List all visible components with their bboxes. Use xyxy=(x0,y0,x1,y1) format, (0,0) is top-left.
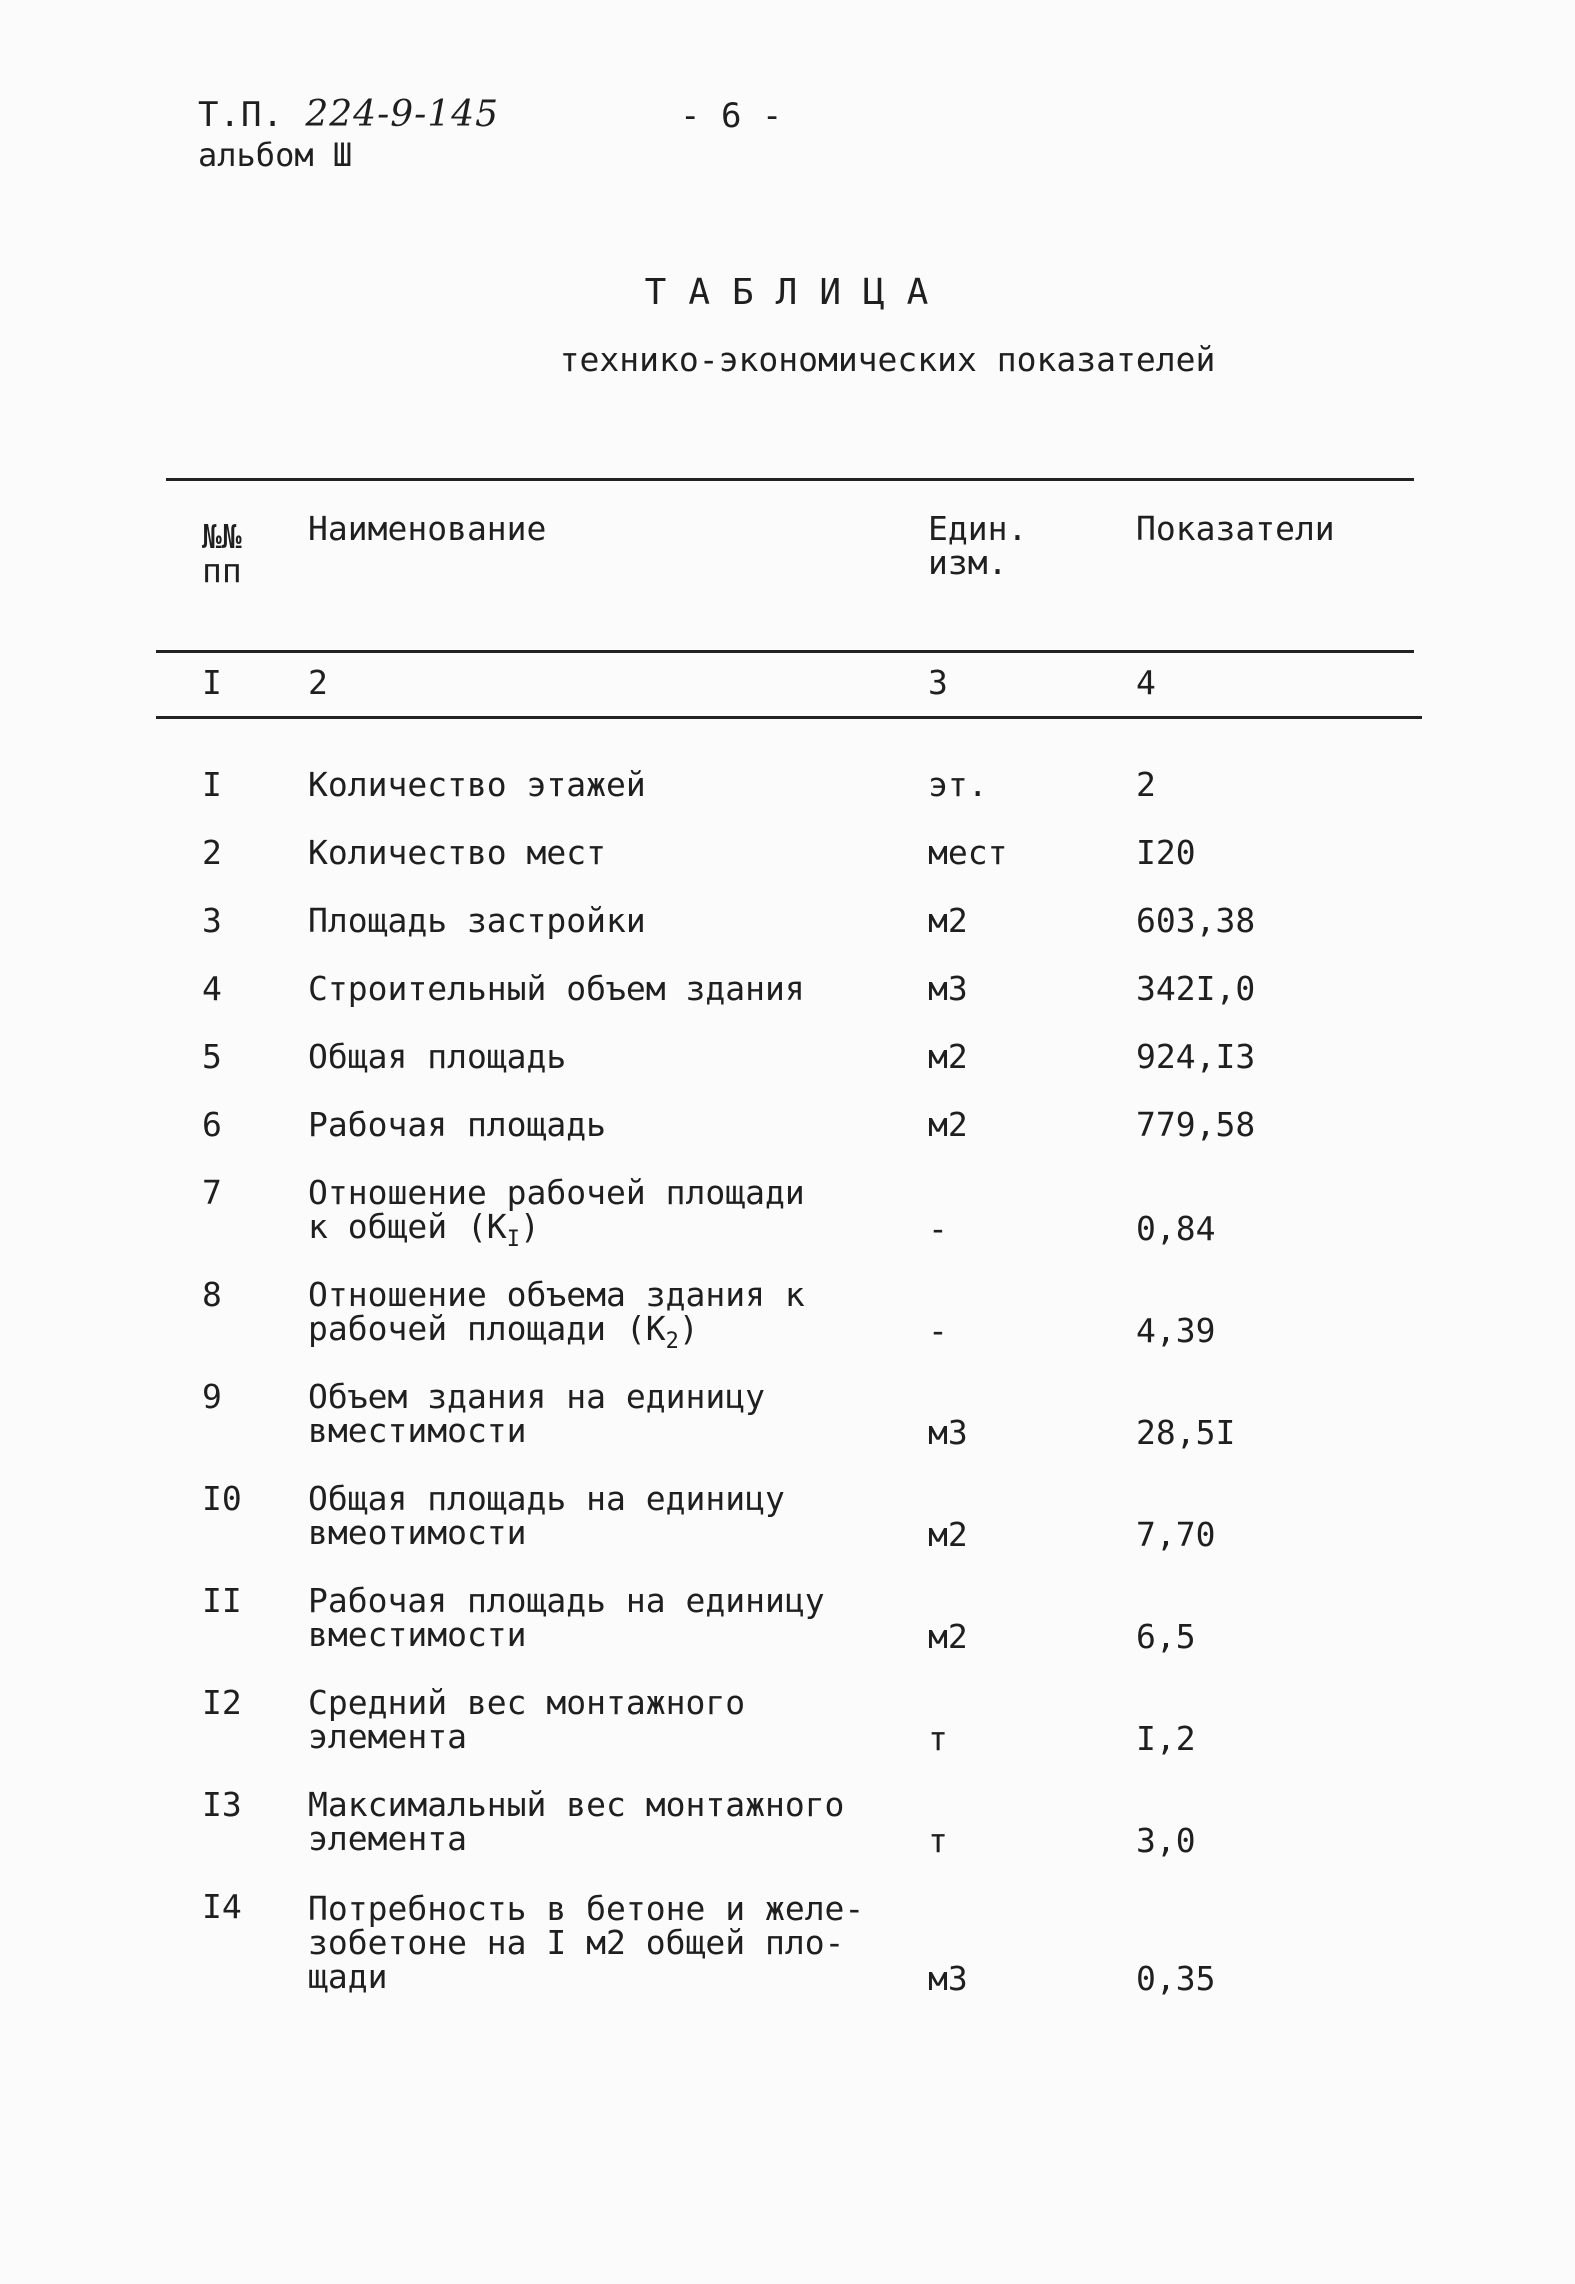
header-num xyxy=(202,517,272,590)
row-name-subscript: I xyxy=(506,1227,520,1252)
column-number: 4 xyxy=(1136,663,1156,702)
row-name-line xyxy=(308,1207,908,1257)
row-name-line: Отношение рабочей площади xyxy=(308,1173,805,1212)
row-number: 7 xyxy=(202,1173,222,1212)
row-value: I20 xyxy=(1136,833,1196,872)
row-name: Количество этажей xyxy=(308,765,646,804)
row-unit: мест xyxy=(928,833,1008,872)
row-name: Строительный объем здания xyxy=(308,969,805,1008)
row-value: 924,I3 xyxy=(1136,1037,1256,1076)
row-name-line: Отношение объема здания к xyxy=(308,1275,805,1314)
header-unit-line2: изм. xyxy=(928,543,1008,582)
row-value: 0,84 xyxy=(1136,1209,1216,1248)
row-value: 6,5 xyxy=(1136,1617,1196,1656)
row-name: Количество мест xyxy=(308,833,607,872)
row-name: Рабочая площадь xyxy=(308,1105,607,1144)
row-value: 2 xyxy=(1136,765,1156,804)
header-unit-line1: Един. xyxy=(928,509,1028,548)
row-value: 342I,0 xyxy=(1136,969,1256,1008)
header-num-line2: пп xyxy=(202,551,242,590)
row-name-line: щади xyxy=(308,1957,388,1996)
row-number: 2 xyxy=(202,833,222,872)
column-numbers-rule xyxy=(156,716,1422,719)
row-value: 779,58 xyxy=(1136,1105,1256,1144)
row-unit: - xyxy=(928,1209,948,1248)
code-handwritten: 224-9-145 xyxy=(305,94,500,135)
row-value: 603,38 xyxy=(1136,901,1256,940)
row-name-subscript: 2 xyxy=(665,1329,679,1354)
header-name: Наименование xyxy=(308,509,547,548)
header-unit xyxy=(928,509,1078,582)
page-title: ТАБЛИЦА xyxy=(644,272,951,313)
header-bottom-rule xyxy=(156,650,1414,653)
row-name: Общая площадь xyxy=(308,1037,567,1076)
row-number: 4 xyxy=(202,969,222,1008)
document-code xyxy=(198,94,499,135)
row-name-line: вмеотимости xyxy=(308,1513,527,1552)
row-number: I2 xyxy=(202,1683,242,1722)
row-name: Площадь застройки xyxy=(308,901,646,940)
row-unit: м2 xyxy=(928,1105,968,1144)
row-name xyxy=(308,1479,908,1552)
row-name-line: зобетоне на I м2 общей пло- xyxy=(308,1923,845,1962)
row-name xyxy=(308,1173,908,1257)
row-name-line: Потребность в бетоне и желе- xyxy=(308,1889,865,1928)
row-name xyxy=(308,1889,908,1996)
row-name xyxy=(308,1275,908,1359)
row-number: 3 xyxy=(202,901,222,940)
header-value: Показатели xyxy=(1136,509,1335,548)
row-number: 8 xyxy=(202,1275,222,1314)
row-unit: м3 xyxy=(928,1413,968,1452)
row-name-text: ) xyxy=(519,1207,540,1246)
row-name-line: Общая площадь на единицу xyxy=(308,1479,785,1518)
column-number: 3 xyxy=(928,663,948,702)
code-prefix: Т.П. xyxy=(198,95,284,135)
row-name-text: ) xyxy=(678,1309,699,1348)
row-name xyxy=(308,1377,908,1450)
row-number: I3 xyxy=(202,1785,242,1824)
row-unit: м3 xyxy=(928,969,968,1008)
album-label: альбом Ш xyxy=(198,136,353,174)
row-number: 5 xyxy=(202,1037,222,1076)
row-name-text: к общей (К xyxy=(308,1207,507,1246)
row-name-line: элемента xyxy=(308,1717,467,1756)
row-number: 9 xyxy=(202,1377,222,1416)
page-subtitle: технико-экономических показателей xyxy=(559,340,1216,379)
row-value: 28,5I xyxy=(1136,1413,1236,1452)
row-unit: т xyxy=(928,1719,948,1758)
column-number: 2 xyxy=(308,663,328,702)
row-unit: м2 xyxy=(928,1617,968,1656)
row-number: 6 xyxy=(202,1105,222,1144)
row-value: I,2 xyxy=(1136,1719,1196,1758)
row-name-line: вместимости xyxy=(308,1411,527,1450)
row-number: I0 xyxy=(202,1479,242,1518)
row-unit: т xyxy=(928,1821,948,1860)
row-unit: м2 xyxy=(928,901,968,940)
row-unit: м2 xyxy=(928,1037,968,1076)
row-name-text: рабочей площади (К xyxy=(308,1309,666,1348)
row-unit: м2 xyxy=(928,1515,968,1554)
row-number: II xyxy=(202,1581,242,1620)
row-name xyxy=(308,1785,908,1858)
row-number: I xyxy=(202,765,222,804)
row-name xyxy=(308,1683,908,1756)
row-unit: - xyxy=(928,1311,948,1350)
row-name-line: Средний вес монтажного xyxy=(308,1683,746,1722)
column-number: I xyxy=(202,663,222,702)
row-name-line: элемента xyxy=(308,1819,467,1858)
row-name-line xyxy=(308,1309,908,1359)
row-unit: эт. xyxy=(928,765,988,804)
row-unit: м3 xyxy=(928,1959,968,1998)
row-value: 3,0 xyxy=(1136,1821,1196,1860)
row-name xyxy=(308,1581,908,1654)
row-name-line: вместимости xyxy=(308,1615,527,1654)
row-value: 4,39 xyxy=(1136,1311,1216,1350)
row-number: I4 xyxy=(202,1887,242,1926)
header-num-line1: №№ xyxy=(202,517,242,556)
table-top-rule xyxy=(166,478,1414,481)
row-value: 7,70 xyxy=(1136,1515,1216,1554)
row-name-line: Объем здания на единицу xyxy=(308,1377,765,1416)
row-value: 0,35 xyxy=(1136,1959,1216,1998)
row-name-line: Максимальный вес монтажного xyxy=(308,1785,845,1824)
row-name-line: Рабочая площадь на единицу xyxy=(308,1581,825,1620)
page-number: - 6 - xyxy=(680,96,783,136)
